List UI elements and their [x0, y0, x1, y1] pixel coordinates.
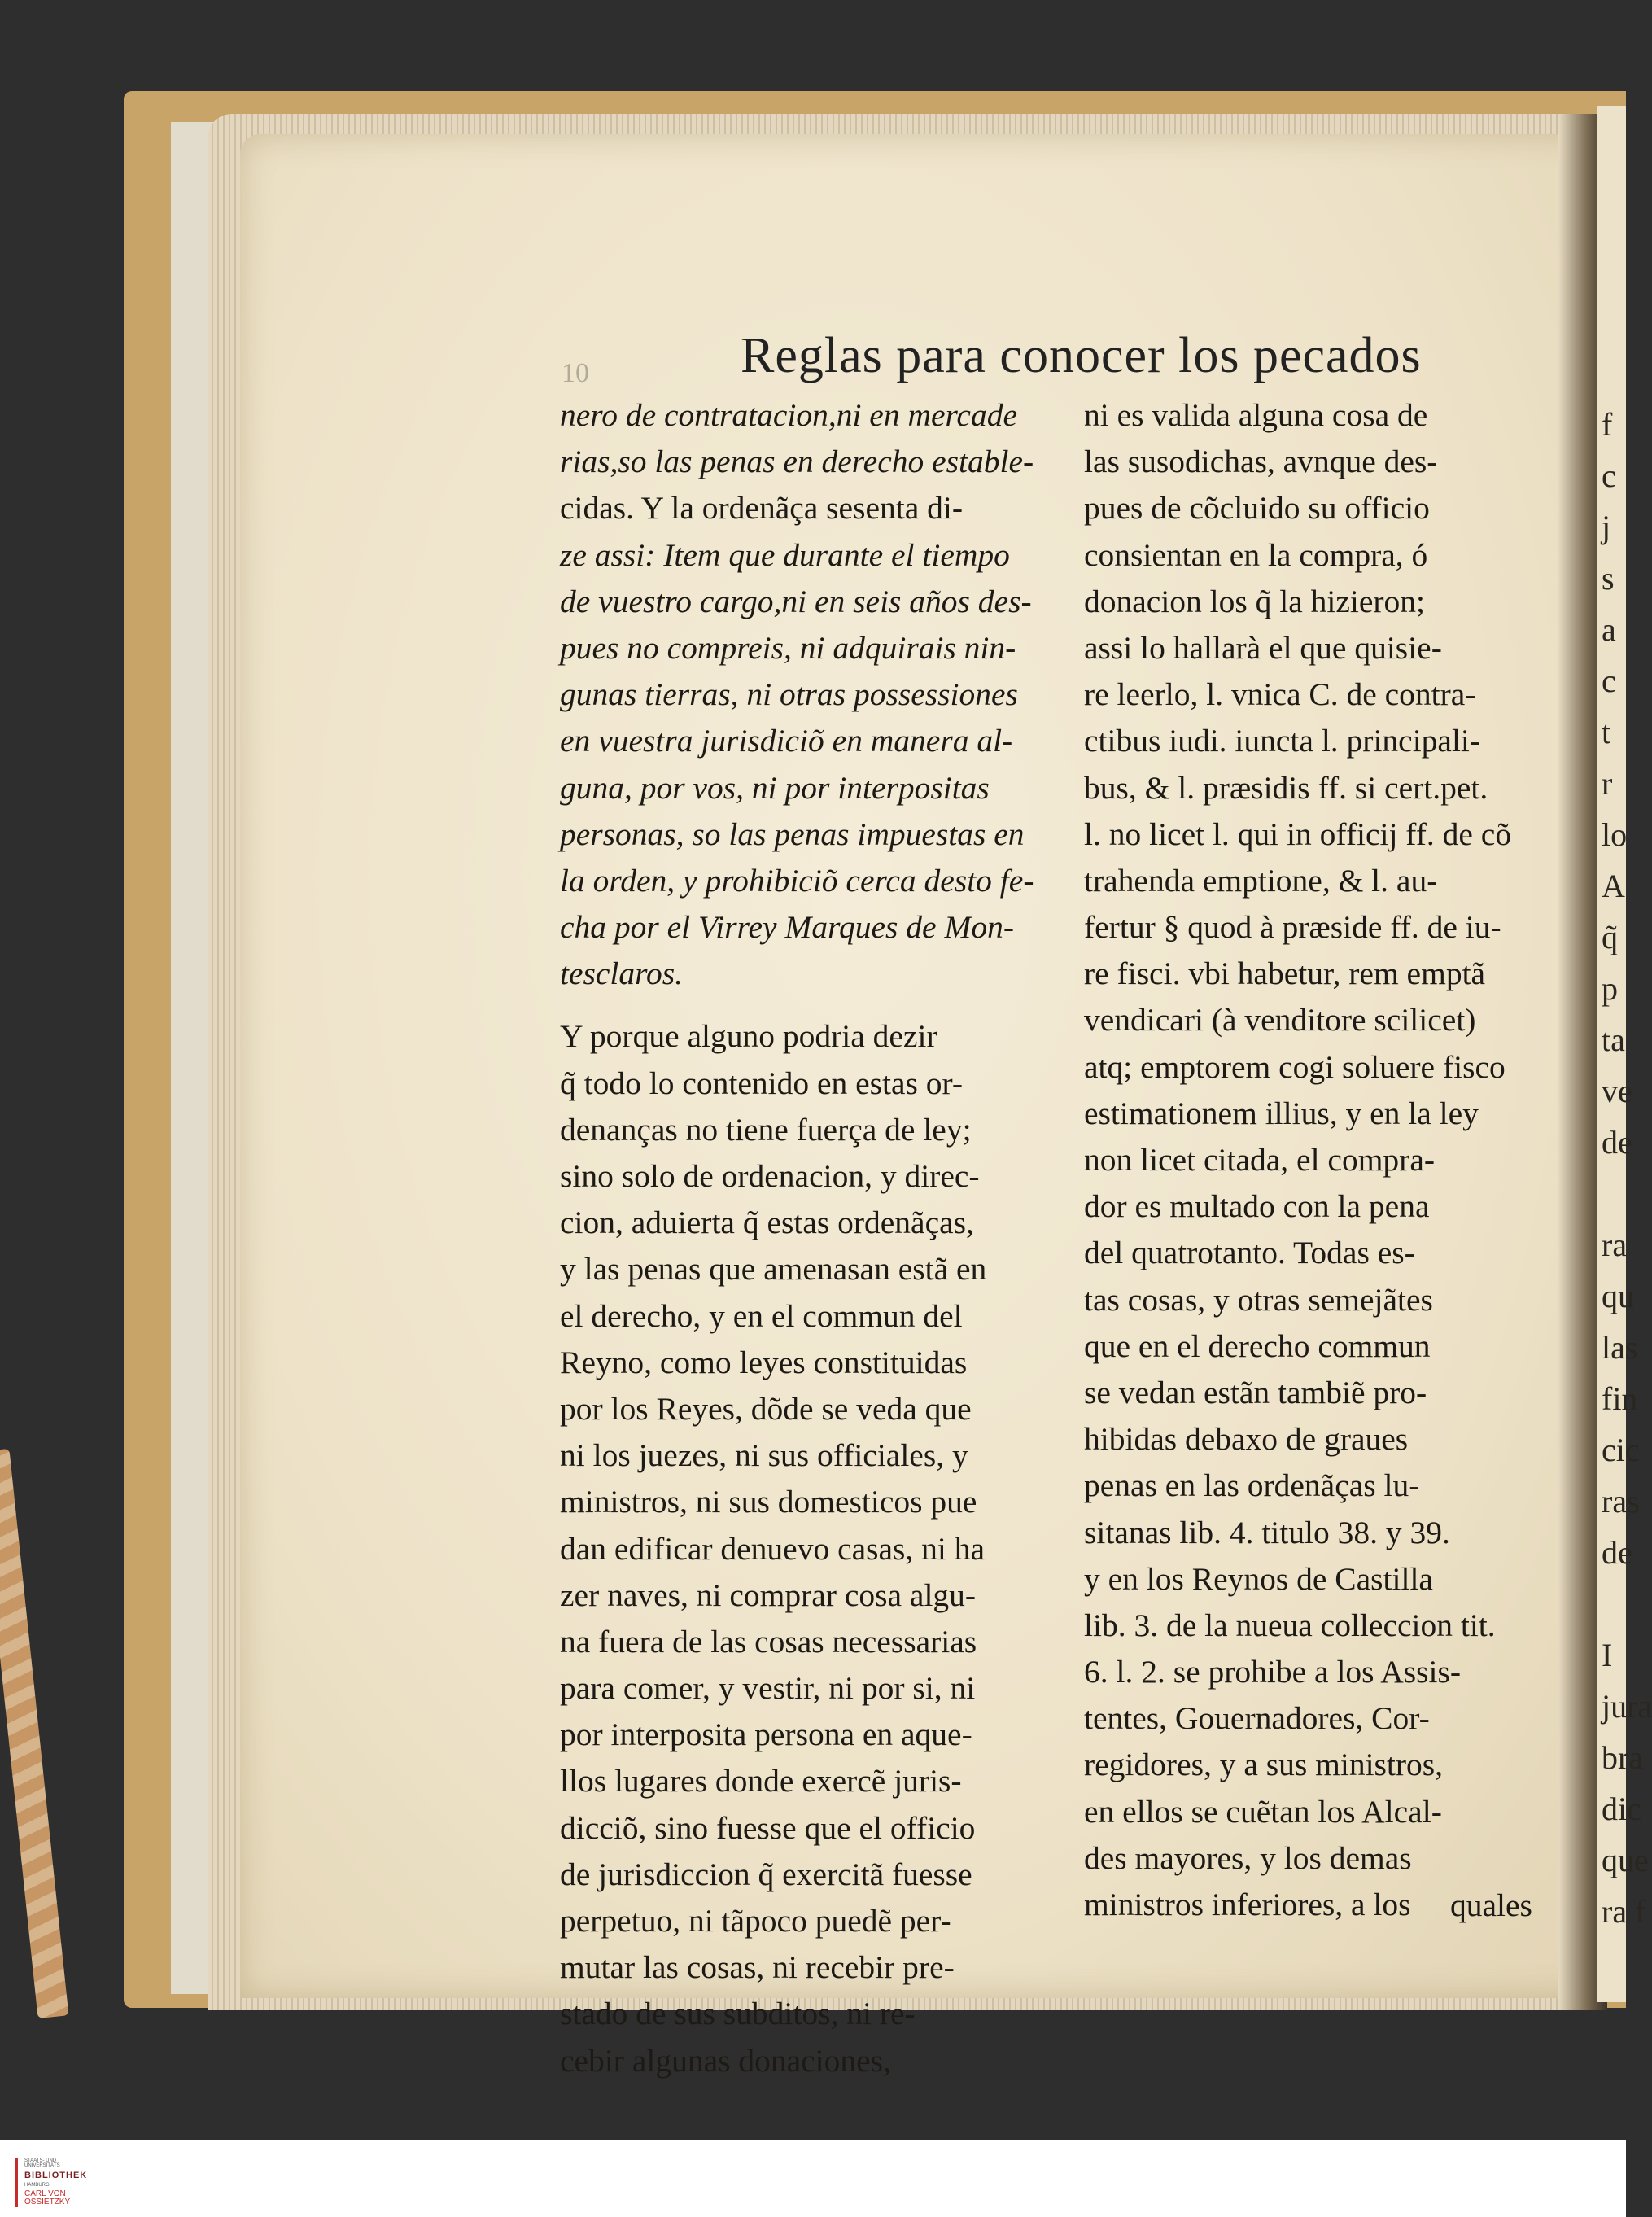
text-line: y en los Reynos de Castilla: [1084, 1560, 1433, 1597]
text-line: ni los juezes, ni sus officiales, y: [560, 1437, 968, 1474]
text-line: dan edificar denuevo casas, ni ha: [560, 1530, 986, 1567]
fragment-line: [1602, 1578, 1626, 1629]
fragment-line: c: [1602, 662, 1616, 699]
text-line: bus, & l. præsidis ff. si cert.pet.: [1084, 769, 1488, 806]
text-line: la orden, y prohibiciõ cerca desto fe-: [560, 862, 1034, 899]
text-line: llos lugares donde exercẽ juris-: [560, 1763, 962, 1799]
text-line: stado de sus subditos, ni re-: [560, 1996, 916, 2032]
fragment-line: I: [1602, 1637, 1613, 1673]
text-line: el derecho, y en el commun del: [560, 1297, 963, 1334]
fragment-line: f: [1602, 406, 1613, 443]
paragraph-gap: [560, 997, 1048, 1013]
text-line: se vedan estãn tambiẽ pro-: [1084, 1374, 1427, 1410]
text-line: del quatrotanto. Todas es-: [1084, 1235, 1415, 1271]
logo-line-1: STAATS- UND UNIVERSITÄTS: [24, 2158, 60, 2168]
text-line: que en el derecho commun: [1084, 1327, 1431, 1364]
fragment-line: q̃: [1602, 919, 1618, 955]
fragment-line: de: [1602, 1124, 1632, 1161]
fragment-line: t: [1602, 714, 1611, 750]
text-line: Reyno, como leyes constituidas: [560, 1344, 968, 1380]
text-line: penas en las ordenãças lu-: [1084, 1467, 1420, 1504]
text-line: Y porque alguno podria dezir: [560, 1018, 937, 1055]
fragment-line: bra: [1602, 1739, 1644, 1776]
fragment-line: que: [1602, 1842, 1649, 1878]
fragment-line: c: [1602, 457, 1616, 494]
fragment-line: A: [1602, 868, 1625, 904]
text-line: nero de contratacion,ni en mercade: [560, 397, 1017, 433]
logo-line-2: BIBLIOTHEK: [24, 2171, 88, 2180]
page-number-ghost: 10: [562, 358, 589, 388]
text-line: dicciõ, sino fuesse que el officio: [560, 1809, 976, 1846]
fragment-line: cic: [1602, 1432, 1640, 1468]
text-line: ministros, ni sus domesticos pue: [560, 1484, 977, 1520]
running-head: Reglas para conocer los pecados: [741, 328, 1422, 383]
text-line: cion, aduierta q̃ estas ordenãças,: [560, 1205, 974, 1241]
fragment-line: ras: [1602, 1483, 1640, 1520]
fragment-line: [1602, 1168, 1626, 1219]
text-line: las susodichas, avnque des-: [1084, 444, 1438, 480]
bookmark-ribbon: [0, 1449, 68, 2018]
fragment-line: ra: [1602, 1227, 1628, 1263]
text-line: ni es valida alguna cosa de: [1084, 397, 1428, 433]
text-line: para comer, y vestir, ni por si, ni: [560, 1670, 976, 1707]
fragment-line: qu: [1602, 1278, 1634, 1314]
text-line: ze assi: Item que durante el tiempo: [560, 536, 1010, 573]
fragment-line: ve: [1602, 1073, 1632, 1109]
text-line: en vuestra jurisdiciõ en manera al-: [560, 723, 1013, 759]
text-line: zer naves, ni comprar cosa algu-: [560, 1576, 977, 1613]
text-line: gunas tierras, ni otras possessiones: [560, 676, 1018, 713]
text-line: fertur § quod à præside ff. de iu-: [1084, 909, 1501, 946]
left-text-column: [560, 392, 1048, 2084]
text-line: 6. l. 2. se prohibe a los Assis-: [1084, 1654, 1462, 1690]
text-line: tesclaros.: [560, 955, 684, 992]
text-line: na fuera de las cosas necessarias: [560, 1623, 977, 1659]
fragment-line: dic: [1602, 1791, 1641, 1827]
text-line: re fisci. vbi habetur, rem emptã: [1084, 955, 1486, 992]
catchword: quales: [1450, 1887, 1532, 1923]
fragment-line: jura: [1602, 1688, 1652, 1725]
text-line: ctibus iudi. iuncta l. principali-: [1084, 723, 1481, 759]
text-line: de vuestro cargo,ni en seis años des-: [560, 583, 1032, 619]
text-line: en ellos se cuẽtan los Alcal-: [1084, 1793, 1442, 1830]
text-line: vendicari (à venditore scilicet): [1084, 1002, 1476, 1039]
text-line: personas, so las penas impuestas en: [560, 816, 1025, 852]
text-line: lib. 3. de la nueua colleccion tit.: [1084, 1607, 1496, 1643]
fragment-line: las: [1602, 1329, 1638, 1366]
fragment-line: s: [1602, 560, 1615, 597]
text-line: regidores, y a sus ministros,: [1084, 1747, 1444, 1783]
text-line: y las penas que amenasan estã en: [560, 1251, 987, 1288]
text-line: sino solo de ordenacion, y direc-: [560, 1158, 980, 1194]
text-line: re leerlo, l. vnica C. de contra-: [1084, 676, 1476, 713]
text-line: q̃ todo lo contenido en estas or-: [560, 1065, 964, 1101]
facing-page-text-fragments: [1602, 399, 1652, 1937]
text-line: de jurisdiccion q̃ exercitã fuesse: [560, 1856, 972, 1892]
text-line: cha por el Virrey Marques de Mon-: [560, 909, 1014, 946]
fragment-line: ra f: [1602, 1893, 1646, 1930]
text-line: dor es multado con la pena: [1084, 1188, 1430, 1225]
right-text-column: [1084, 392, 1562, 1928]
fragment-line: ta: [1602, 1021, 1625, 1058]
fragment-line: de: [1602, 1534, 1632, 1571]
text-line: guna, por vos, ni por interpositas: [560, 769, 990, 806]
text-line: tas cosas, y otras semejãtes: [1084, 1281, 1433, 1318]
text-line: perpetuo, ni tãpoco puedẽ per-: [560, 1903, 951, 1939]
footer-bar: [0, 2140, 1626, 2217]
text-line: por interposita persona en aque-: [560, 1716, 972, 1753]
library-logo[interactable]: [15, 2158, 88, 2207]
fragment-line: p: [1602, 970, 1618, 1007]
text-line: assi lo hallarà el que quisie-: [1084, 629, 1442, 666]
text-line: mutar las cosas, ni recebir pre-: [560, 1949, 955, 1986]
fragment-line: a: [1602, 611, 1616, 648]
fragment-line: fin: [1602, 1380, 1638, 1417]
fragment-line: j: [1602, 509, 1611, 545]
text-line: pues de cõcluido su officio: [1084, 490, 1430, 527]
text-line: por los Reyes, dõde se veda que: [560, 1390, 972, 1427]
text-line: hibidas debaxo de graues: [1084, 1421, 1409, 1458]
fragment-line: r: [1602, 765, 1613, 802]
text-line: cebir algunas donaciones,: [560, 2042, 891, 2079]
text-line: ministros inferiores, a los: [1084, 1887, 1411, 1922]
text-line: cidas. Y la ordenãça sesenta di-: [560, 490, 963, 527]
text-line: sitanas lib. 4. titulo 38. y 39.: [1084, 1514, 1450, 1550]
text-line: non licet citada, el compra-: [1084, 1142, 1436, 1178]
text-line: denanças no tiene fuerça de ley;: [560, 1111, 972, 1148]
text-line: donacion los q̃ la hizieron;: [1084, 583, 1426, 619]
fragment-line: lo: [1602, 816, 1628, 853]
text-line: atq; emptorem cogi soluere fisco: [1084, 1048, 1506, 1085]
text-line: des mayores, y los demas: [1084, 1839, 1412, 1876]
text-line: rias,so las penas en derecho estable-: [560, 444, 1034, 480]
logo-line-3: HAMBURG: [24, 2183, 50, 2188]
text-line: tentes, Gouernadores, Cor-: [1084, 1700, 1430, 1737]
text-line: estimationem illius, y en la ley: [1084, 1095, 1479, 1131]
text-line: pues no compreis, ni adquirais nin-: [560, 629, 1016, 666]
text-line: consientan en la compra, ó: [1084, 536, 1428, 573]
text-line: trahenda emptione, & l. au-: [1084, 862, 1438, 899]
logo-line-4: CARL VON OSSIETZKY: [24, 2189, 71, 2206]
text-line: l. no licet l. qui in officij ff. de cõ: [1084, 816, 1512, 852]
